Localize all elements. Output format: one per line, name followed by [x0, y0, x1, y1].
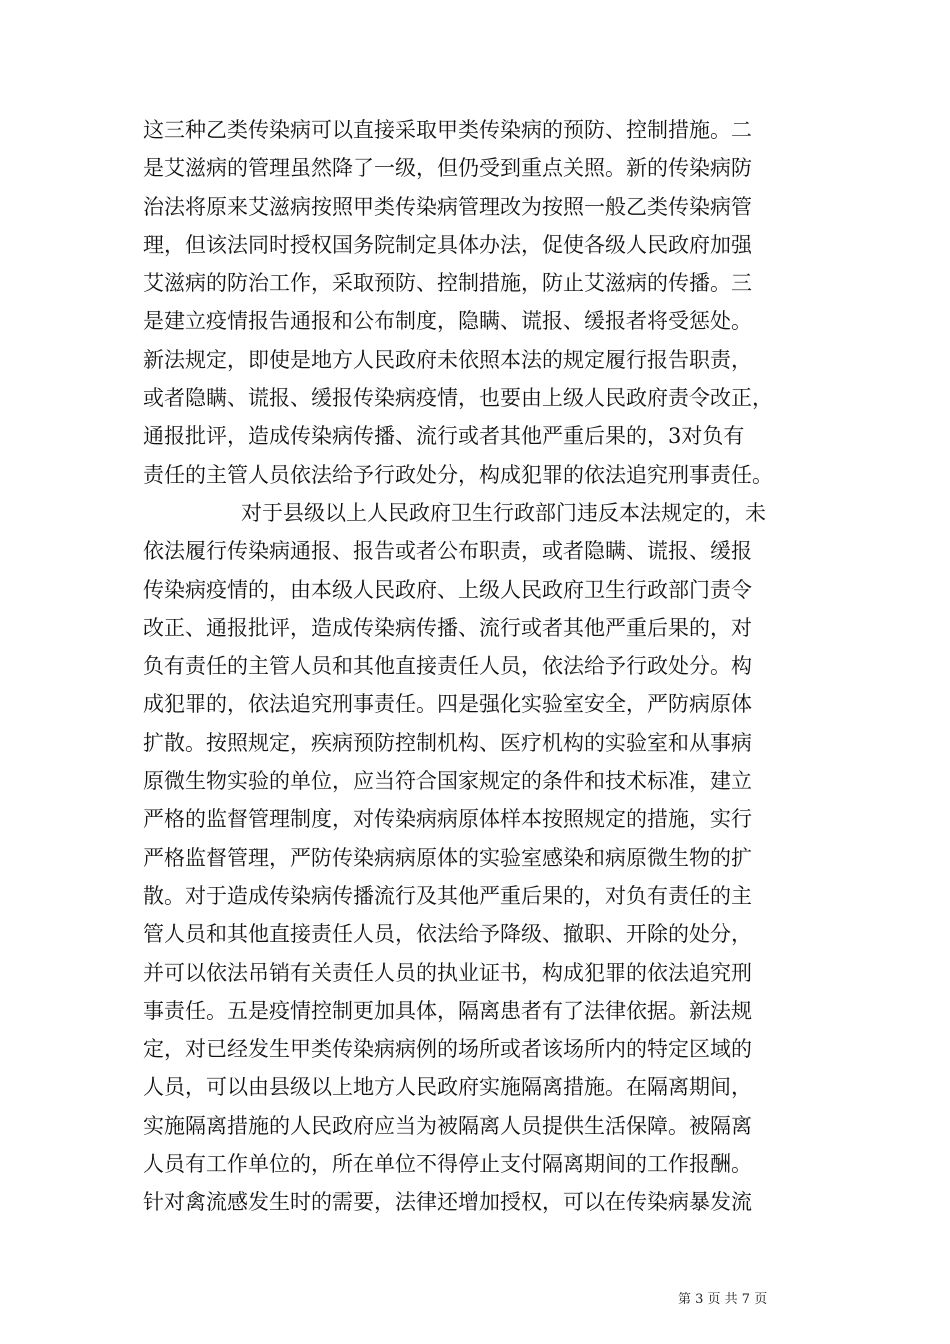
text-line: 严格监督管理，严防传染病病原体的实验室感染和病原微生物的扩	[143, 845, 752, 870]
text-line: 负有责任的主管人员和其他直接责任人员，依法给予行政处分。构	[143, 654, 752, 679]
text-line: 改正、通报批评，造成传染病传播、流行或者其他严重后果的，对	[143, 615, 752, 640]
text-line: 成犯罪的，依法追究刑事责任。四是强化实验室安全，严防病原体	[143, 692, 752, 717]
text-line: 散。对于造成传染病传播流行及其他严重后果的，对负有责任的主	[143, 883, 752, 908]
text-line: 针对禽流感发生时的需要，法律还增加授权，可以在传染病暴发流	[143, 1190, 752, 1215]
text-line: 治法将原来艾滋病按照甲类传染病管理改为按照一般乙类传染病管	[143, 194, 752, 219]
text-line: 原微生物实验的单位，应当符合国家规定的条件和技术标准，建立	[143, 769, 752, 794]
text-line: 严格的监督管理制度，对传染病病原体样本按照规定的措施，实行	[143, 807, 752, 832]
text-line: 这三种乙类传染病可以直接采取甲类传染病的预防、控制措施。二	[143, 118, 752, 142]
text-line: 定，对已经发生甲类传染病病例的场所或者该场所内的特定区域的	[143, 1037, 752, 1062]
text-line: 管人员和其他直接责任人员，依法给予降级、撤职、开除的处分，	[143, 922, 752, 947]
text-line: 传染病疫情的，由本级人民政府、上级人民政府卫生行政部门责令	[143, 577, 752, 602]
text-line: 艾滋病的防治工作，采取预防、控制措施，防止艾滋病的传播。三	[143, 271, 752, 296]
text-line: 理，但该法同时授权国务院制定具体办法，促使各级人民政府加强	[143, 232, 752, 257]
text-line: 或者隐瞒、谎报、缓报传染病疫情，也要由上级人民政府责令改正，	[143, 386, 773, 411]
body-text	[143, 111, 823, 1222]
text-line: 是建立疫情报告通报和公布制度，隐瞒、谎报、缓报者将受惩处。	[143, 309, 752, 334]
text-line: 人员，可以由县级以上地方人民政府实施隔离措施。在隔离期间，	[143, 1075, 752, 1100]
text-line: 事责任。五是疫情控制更加具体，隔离患者有了法律依据。新法规	[143, 998, 752, 1023]
text-line: 并可以依法吊销有关责任人员的执业证书，构成犯罪的依法追究刑	[143, 960, 752, 985]
text-line: 是艾滋病的管理虽然降了一级，但仍受到重点关照。新的传染病防	[143, 156, 752, 181]
text-line: 实施隔离措施的人民政府应当为被隔离人员提供生活保障。被隔离	[143, 1113, 752, 1138]
text-line: 人员有工作单位的，所在单位不得停止支付隔离期间的工作报酬。	[143, 1152, 752, 1177]
text-line: 责任的主管人员依法给予行政处分，构成犯罪的依法追究刑事责任。	[143, 462, 773, 487]
text-line: 新法规定，即使是地方人民政府未依照本法的规定履行报告职责，	[143, 347, 752, 372]
text-line: 扩散。按照规定，疾病预防控制机构、医疗机构的实验室和从事病	[143, 730, 752, 755]
page-number-footer: 第 3 页 共 7 页	[678, 1292, 768, 1307]
text-line: 通报批评，造成传染病传播、流行或者其他严重后果的，3对负有	[143, 424, 745, 449]
text-line: 依法履行传染病通报、报告或者公布职责，或者隐瞒、谎报、缓报	[143, 539, 752, 564]
paragraph-start-line: 对于县级以上人民政府卫生行政部门违反本法规定的，未	[241, 500, 766, 525]
